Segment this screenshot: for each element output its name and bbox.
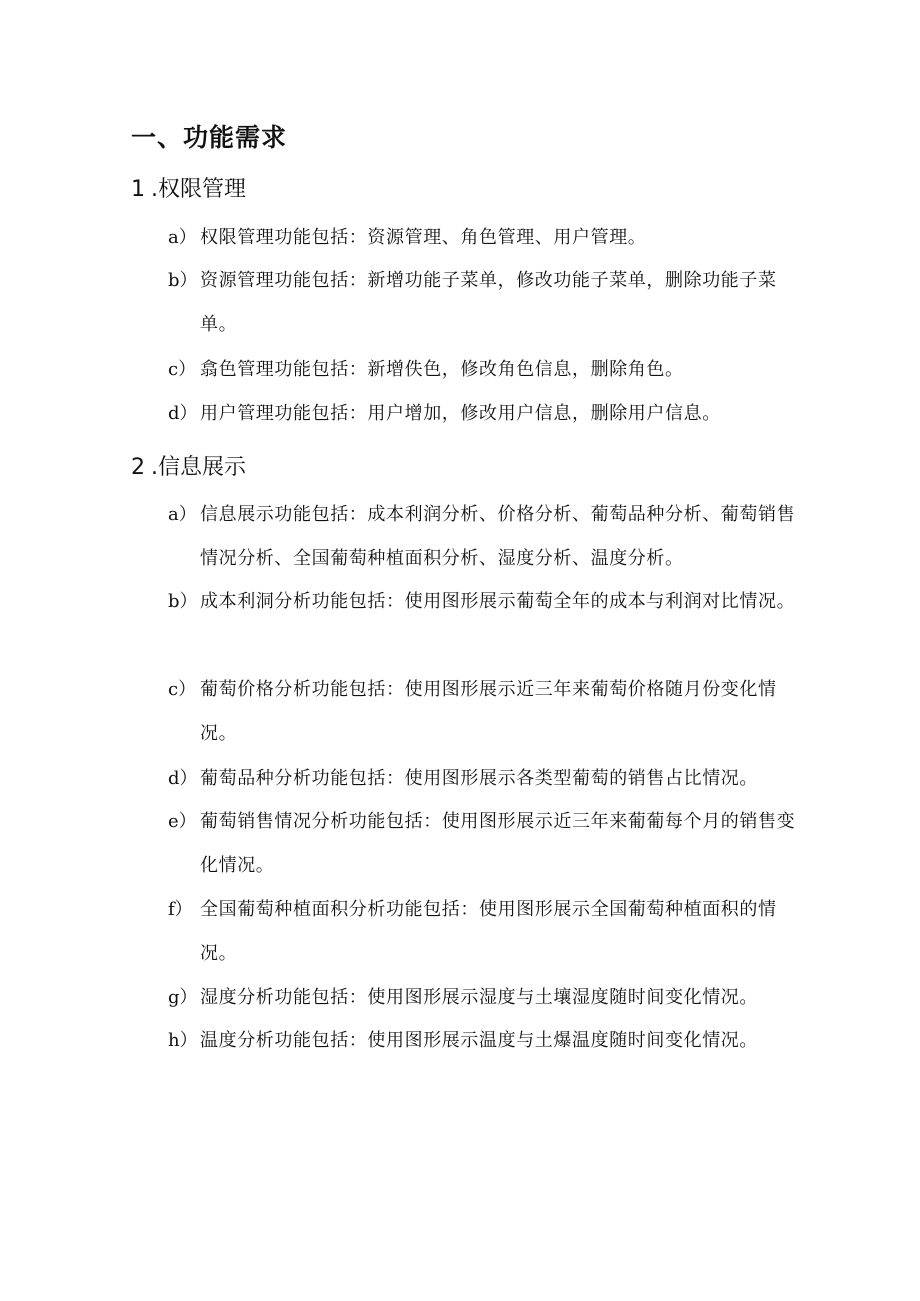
item-text: 翕色管理功能包括：新增佚色，修改角色信息，删除角色。 [200, 359, 684, 380]
item-marker: b） [168, 270, 198, 291]
item-marker: f） [168, 899, 193, 920]
item-marker: a） [168, 227, 197, 248]
item-text: 温度分析功能包括：使用图形展示温度与土爆温度随时间变化情况。 [200, 1030, 758, 1051]
item-text: 信息展示功能包括：成本利润分析、价格分析、葡萄品种分析、葡萄销售情况分析、全国葡萄种植面积分析、湿度分析、温度分析。 [200, 504, 796, 569]
item-marker: h） [168, 1030, 198, 1051]
section-heading-info-display [131, 451, 246, 485]
list-item [168, 216, 808, 260]
list-item [168, 888, 808, 976]
item-marker: a） [168, 504, 197, 525]
list-item [168, 580, 808, 624]
page-title: 一、功能需求 [131, 123, 288, 152]
list-item [168, 976, 808, 1020]
list-item [168, 757, 808, 801]
section-number: 2 [131, 455, 145, 480]
item-marker: d） [168, 768, 198, 789]
section-title: .信息展示 [151, 455, 246, 480]
item-text: 全国葡萄种植面积分析功能包括：使用图形展示全国葡萄种植面积的情况。 [200, 899, 777, 964]
item-marker: d） [168, 403, 198, 424]
list-item [168, 668, 808, 756]
list-item [168, 1019, 808, 1063]
item-marker: c） [168, 359, 197, 380]
item-text: 用户管理功能包括：用户增加，修改用户信息，删除用户信息。 [200, 403, 721, 424]
item-marker: e） [168, 811, 197, 832]
item-text: 成本利洞分析功能包括：使用图形展示葡萄全年的成本与利润对比情况。 [200, 591, 796, 612]
item-text: 葡萄价格分析功能包括：使用图形展示近三年来葡萄价格随月份变化情况。 [200, 679, 777, 744]
section-number: 1 [131, 177, 145, 202]
item-marker: c） [168, 679, 197, 700]
list-item [168, 493, 808, 581]
item-marker: b） [168, 591, 198, 612]
section-heading-permissions [131, 173, 246, 207]
list-item [168, 392, 808, 436]
item-text: 湿度分析功能包括：使用图形展示湿度与土壤湿度随时间变化情况。 [200, 987, 758, 1008]
list-item [168, 348, 808, 392]
item-text: 资源管理功能包括：新增功能子菜单，修改功能子菜单，删除功能子菜单。 [200, 270, 777, 335]
item-text: 葡萄销售情况分析功能包括：使用图形展示近三年来葡葡每个月的销售变化情况。 [200, 811, 796, 876]
section-title: .权限管理 [151, 177, 246, 202]
item-text: 葡萄品种分析功能包括：使用图形展示各类型葡萄的销售占比情况。 [200, 768, 758, 789]
item-text: 权限管理功能包括：资源管理、角色管理、用户管理。 [200, 227, 647, 248]
list-item [168, 800, 808, 888]
list-item [168, 259, 808, 347]
item-marker: g） [168, 987, 198, 1008]
